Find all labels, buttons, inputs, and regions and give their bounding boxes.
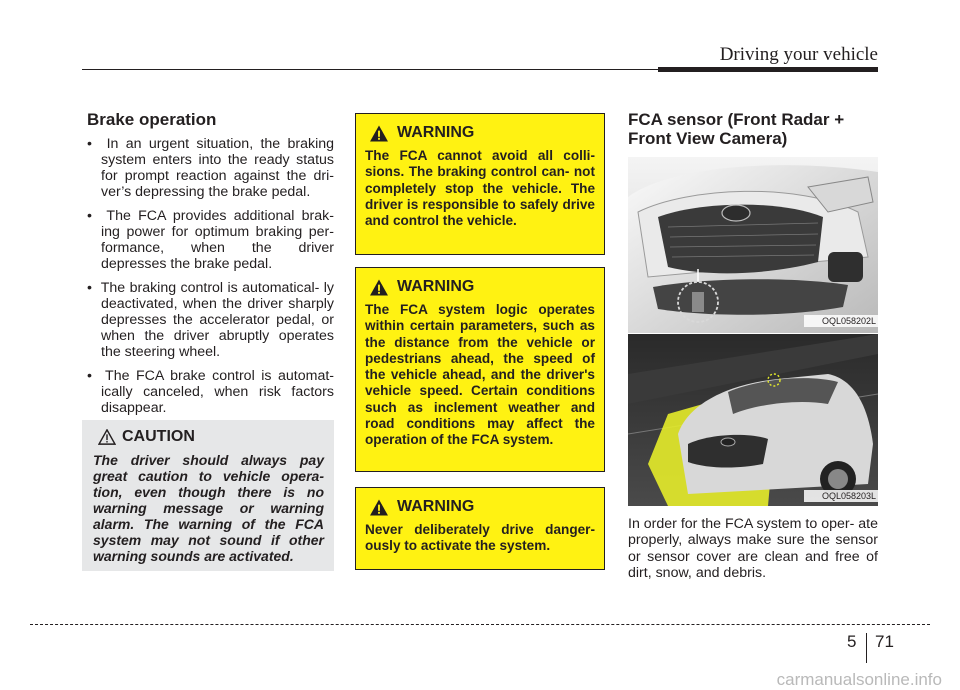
warning-header — [369, 498, 604, 516]
fca-heading-line: FCA sensor (Front Radar + — [628, 110, 845, 129]
front-camera-photo — [628, 334, 878, 506]
brake-bullet-item: • The FCA brake control is automat- ically canceled, when risk factors disappear. — [87, 368, 334, 416]
image-code-label: OQL058202L — [821, 316, 876, 326]
section-title: Driving your vehicle — [719, 44, 878, 65]
warning-box-3 — [355, 487, 605, 570]
footer-dashed-divider — [30, 624, 930, 625]
brake-bullet-item: • The FCA provides additional brak- ing power for optimum braking per- formance, when the driver depresses the brake pedal. — [87, 208, 334, 272]
chapter-number: 5 — [847, 632, 857, 651]
front-radar-photo — [628, 157, 878, 333]
page-number-separator — [866, 633, 867, 663]
page-number: 71 — [875, 632, 894, 651]
warning-text: Never deliberately drive danger- ously to activate the system. — [365, 522, 595, 554]
warning-text: The FCA system logic operates within certain parameters, such as the distance from the vehicle or pedestrians ahead, the speed of the vehicle ahead, and the driver's vehicle speed. Certain conditions such as inclement weather and road conditions may affect the operation of the FCA system. — [365, 302, 595, 448]
brake-bullet-item: • The braking control is automatical- ly deactivated, when the driver sharply depresses the accelerator pedal, or when the driver abruptly operates the steering wheel. — [87, 280, 334, 360]
warning-header — [369, 124, 604, 142]
warning-text: The FCA cannot avoid all colli- sions. The braking control can- not completely stop the vehicle. The driver is responsible to safely drive and control the vehicle. — [365, 148, 595, 229]
warning-triangle-icon — [369, 279, 389, 296]
warning-triangle-icon — [369, 125, 389, 142]
brake-bullet-item: • In an urgent situation, the braking system enters into the ready status for prompt reaction against the dri- ver’s depressing the brake pedal. — [87, 136, 334, 200]
warning-box-1 — [355, 113, 605, 255]
caution-box — [82, 420, 334, 571]
warning-box-2 — [355, 267, 605, 472]
caution-text: The driver should always pay great caution to vehicle opera- tion, even though there is no warning message or warning alarm. The warning of the FCA system may not sound if other warning sounds are activated. — [93, 452, 324, 564]
warning-header — [369, 278, 604, 296]
warning-title: WARNING — [397, 278, 475, 295]
header-accent-bar — [658, 67, 878, 72]
brake-bullet-list — [87, 136, 334, 424]
caution-title: CAUTION — [122, 428, 195, 445]
fca-sensor-heading — [628, 110, 878, 148]
fca-heading-line: Front View Camera) — [628, 129, 788, 148]
watermark: carmanualsonline.info — [776, 670, 942, 689]
warning-triangle-icon — [369, 499, 389, 516]
caution-header — [98, 428, 334, 446]
caution-triangle-icon — [98, 429, 116, 445]
image-code-label: OQL058203L — [821, 491, 876, 501]
fca-sensor-paragraph: In order for the FCA system to oper- ate properly, always make sure the sensor or sensor cover are clean and free of dirt, snow, and debris. — [628, 516, 878, 581]
warning-title: WARNING — [397, 124, 475, 141]
brake-operation-heading: Brake operation — [87, 110, 217, 129]
warning-title: WARNING — [397, 498, 475, 515]
